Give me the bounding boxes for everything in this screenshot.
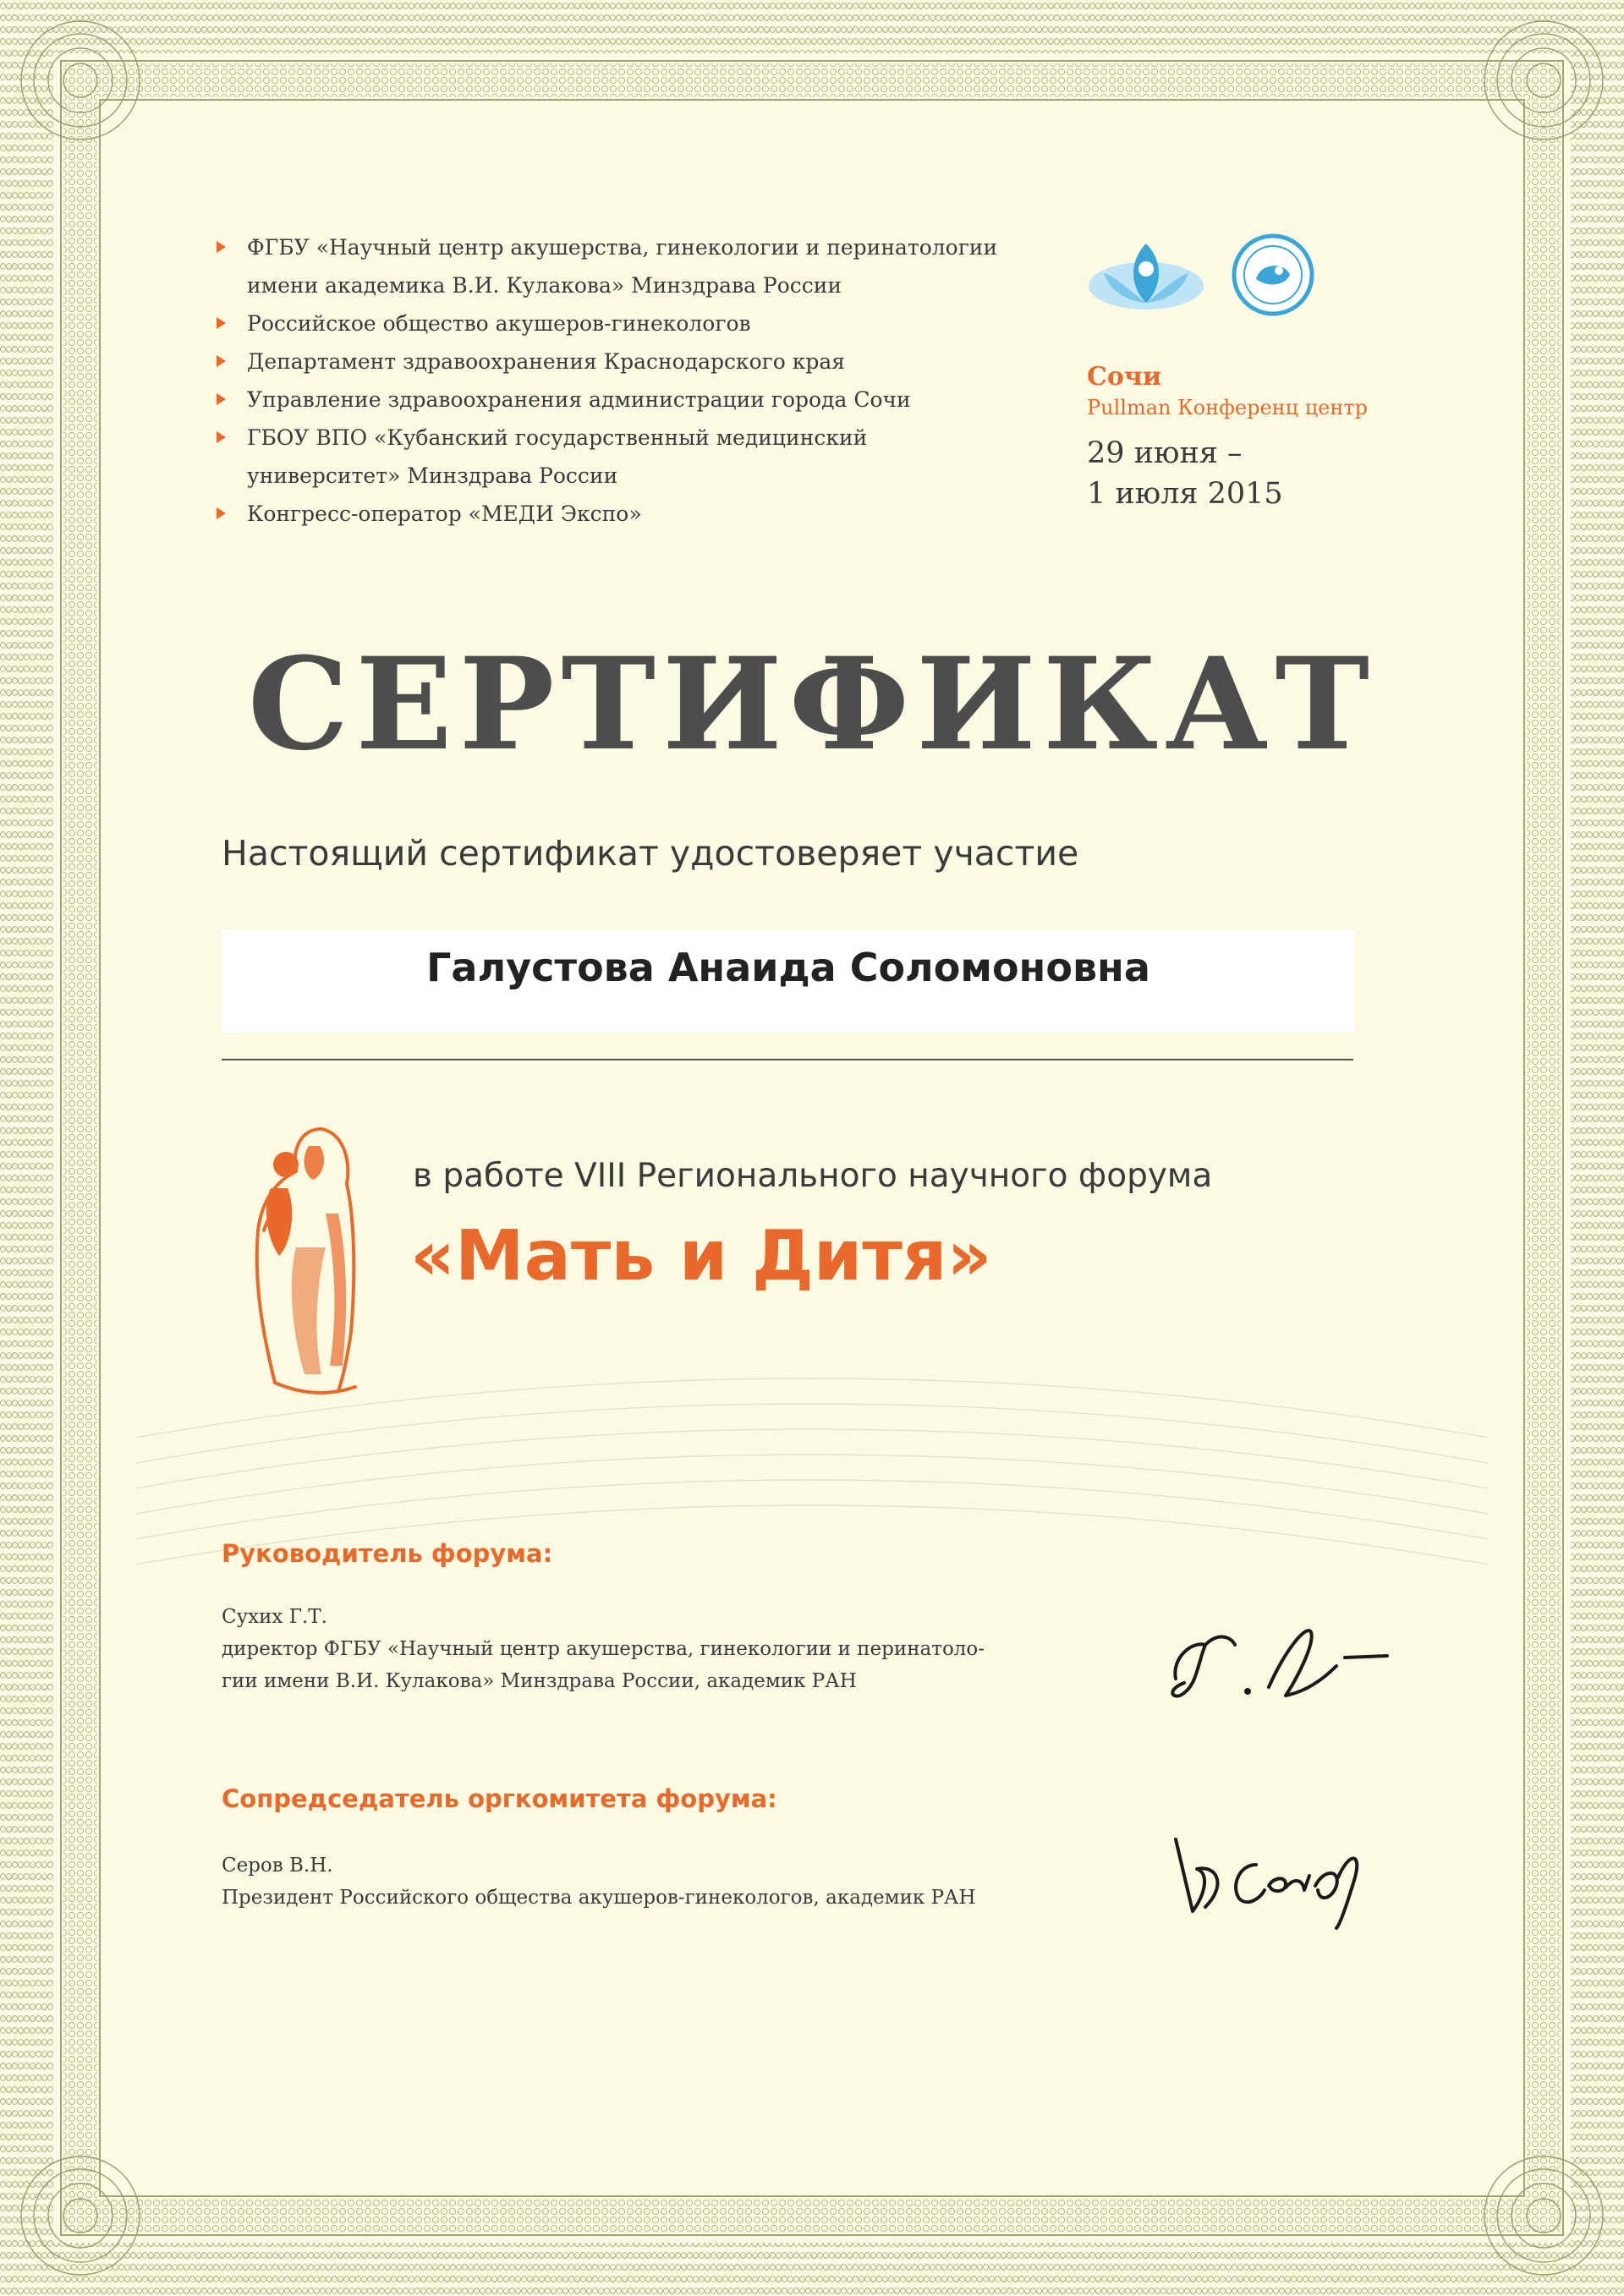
organizers-list [217, 228, 1079, 533]
cochair-details [222, 1849, 976, 1914]
certificate-intro: Настоящий сертификат удостоверяет участие [222, 833, 1079, 874]
leader-role: Руководитель форума: [222, 1539, 553, 1568]
event-venue: Pullman Конференц центр [1087, 396, 1369, 419]
forum-description: в работе VIII Регионального научного форума [413, 1157, 1213, 1195]
leader-name: Сухих Г.Т. [222, 1606, 327, 1628]
bullet-arrow-icon [217, 431, 226, 443]
certificate-title: СЕРТИФИКАТ [247, 630, 1377, 779]
organizer-item: ФГБУ «Научный центр акушерства, гинекологии и перинатологии имени академика В.И. Кулакова» Минздрава России [217, 228, 1079, 304]
background-wave-lines [135, 1378, 1489, 1564]
cochair-signature [1159, 1818, 1370, 1937]
bullet-arrow-icon [217, 317, 226, 329]
organizer-item: ГБОУ ВПО «Кубанский государственный медицинский университет» Минздрава России [217, 419, 1079, 495]
leader-position-cont: гии имени В.И. Кулакова» Минздрава России, академик РАН [222, 1670, 857, 1692]
participant-name: Галустова Анаида Соломоновна [426, 945, 1150, 990]
organizer-item: Управление здравоохранения администрации города Сочи [217, 381, 1079, 419]
name-underline [222, 1059, 1353, 1060]
bullet-arrow-icon [217, 393, 226, 405]
leader-details [222, 1601, 985, 1697]
lotus-logo-icon [1083, 235, 1210, 315]
bullet-arrow-icon [217, 241, 226, 253]
bullet-arrow-icon [217, 507, 226, 519]
madonna-and-child-emblem-icon [228, 1112, 381, 1400]
leader-signature [1159, 1607, 1396, 1717]
organizer-item: Департамент здравоохранения Краснодарского края [217, 342, 1079, 381]
organizer-item: Российское общество акушеров-гинекологов [217, 304, 1079, 342]
bullet-arrow-icon [217, 355, 226, 367]
cochair-name: Серов В.Н. [222, 1855, 333, 1877]
society-seal-logo-icon [1218, 233, 1328, 317]
event-dates: 29 июня – 1 июля 2015 [1087, 436, 1283, 511]
cochair-position: Президент Российского общества акушеров-гинекологов, академик РАН [222, 1887, 976, 1909]
cochair-role: Сопредседатель оргкомитета форума: [222, 1784, 777, 1813]
forum-name: «Мать и Дитя» [410, 1216, 992, 1296]
event-city: Сочи [1087, 362, 1162, 392]
organizer-item: Конгресс-оператор «МЕДИ Экспо» [217, 495, 1079, 533]
leader-position: директор ФГБУ «Научный центр акушерства, гинекологии и перинатоло- [222, 1638, 985, 1660]
